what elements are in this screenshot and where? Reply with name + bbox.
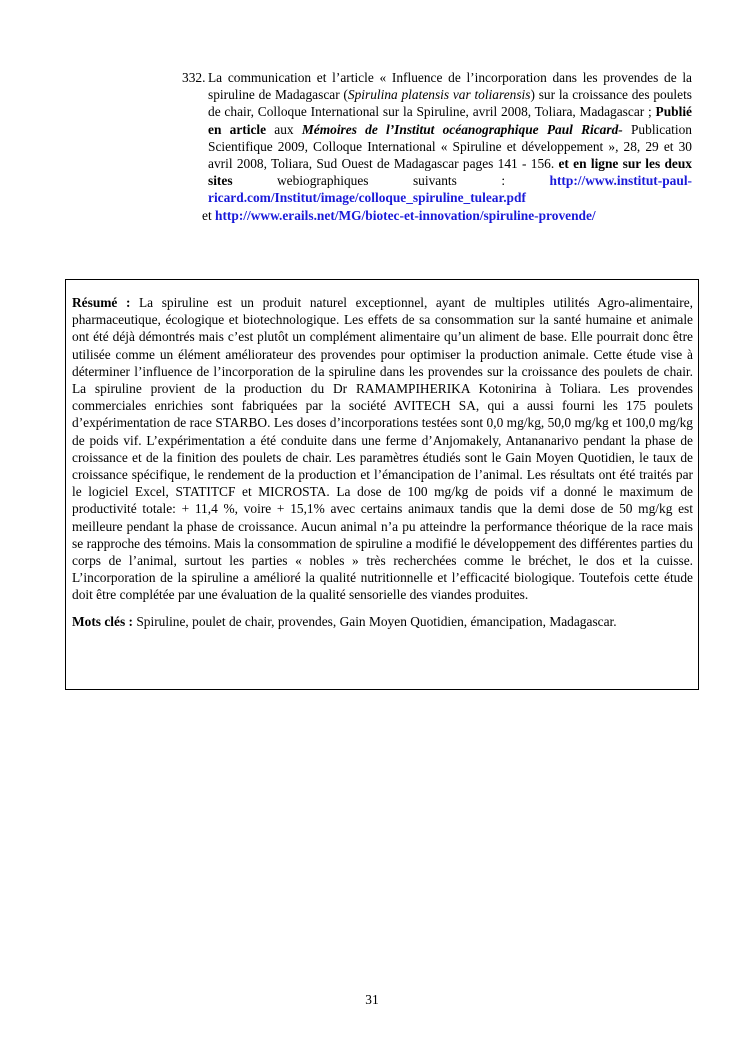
websites-label: webiographiques suivants : <box>232 173 550 189</box>
abstract-text: La spiruline est un produit naturel exceptionnel, ayant de multiples utilités Agro-alimentaire, pharmaceutique, écologique et biotechnologique. Les effets de sa consommation sur la santé humaine et animale ont été déjà démontrés mais c’est plutôt un complément alimentaire qu’un aliment de base. Elle pourrait donc être utilisée comme un élément améliorateur des provendes pour optimiser la production animale. Cette étude vise à déterminer l’influence de l’incorporation de la spiruline dans les provendes sur la croissance des poulets de chair. La spiruline provient de la production du Dr RAMAMPIHERIKA Kotonirina à Toliara. Les provendes commerciales enrichies sont fabriquées par la société AVITECH SA, qui a aussi fourni les 175 poulets d’expérimentation de race STARBO. Les doses d’incorporations testées sont 0,0 mg/kg, 50,0 mg/kg et 100,0 mg/kg de poids vif. L’expérimentation a été conduite dans une ferme d’Anjomakely, Antananarivo pendant la phase de croissance et de la finition des poulets de chair. Les paramètres étudiés sont le Gain Moyen Quotidien, le taux de croissance spécifique, le rendement de la production et l’émancipation de l’animal. Les résultats ont été traités par le logiciel Excel, STATITCF et MICROSTA. La dose de 100 mg/kg de poids vif a donné le maximum de productivité totale: + 11,4 %, voire + 15,1% avec certains animaux tandis que la demi dose de 50 mg/kg est meilleure pendant la phase de croissance. Aucun animal n’a pu atteindre la performance théorique de la race mais se rapproche des témoins. Mais la consommation de spiruline a modifié le développement des différentes parties du corps de l’animal, surtout les parties « nobles » très recherchées comme le bréchet, le dos et la cuisse. L’incorporation de la spiruline a amélioré la qualité nutritionnelle et l’efficacité biologique. Toutefois cette étude doit être complétée par une évaluation de la qualité sensorielle des viandes produites. <box>72 295 693 603</box>
keywords-paragraph <box>72 613 693 630</box>
online-label: et en ligne sur les deux sites <box>208 156 692 189</box>
reference-number: 332. <box>182 70 206 85</box>
page-number: 31 <box>365 992 379 1007</box>
abstract-box <box>65 279 699 690</box>
reference-tail <box>202 207 692 224</box>
reference-intro: La communication et l’article « Influence de l’incorporation dans les provendes de la spiruline de Madagascar ( <box>208 70 692 103</box>
species-name: Spirulina platensis var toliarensis <box>347 87 531 103</box>
published-label: Publié en article <box>208 104 692 137</box>
connector-word: et <box>202 207 216 223</box>
keywords-text: Spiruline, poulet de chair, provendes, Gain Moyen Quotidien, émancipation, Madagascar. <box>132 613 617 629</box>
journal-title: Mémoires de l’Institut océanographique Paul Ricard- <box>301 121 623 137</box>
link-institut-paul-ricard[interactable]: http://www.institut-paul-ricard.com/Institut/image/colloque_spiruline_tulear.pdf <box>208 173 692 206</box>
aux-word: aux <box>266 121 302 137</box>
reference-item <box>182 69 692 207</box>
reference-entry <box>182 69 692 224</box>
link-erails[interactable]: http://www.erails.net/MG/biotec-et-innovation/spiruline-provende/ <box>215 207 596 223</box>
publication-details: Publication Scientifique 2009, Colloque International « Spiruline et développement », 28, 29 et 30 avril 2008, Toliara, Sud Ouest de Madagascar pages 141 - 156. <box>208 121 692 172</box>
abstract-paragraph <box>72 294 693 604</box>
abstract-label: Résumé : <box>72 295 131 310</box>
reference-after-species: ) sur la croissance des poulets de chair, Colloque International sur la Spiruline, avril 2008, Toliara, Madagascar ; <box>208 87 693 120</box>
keywords-label: Mots clés : <box>72 613 133 629</box>
